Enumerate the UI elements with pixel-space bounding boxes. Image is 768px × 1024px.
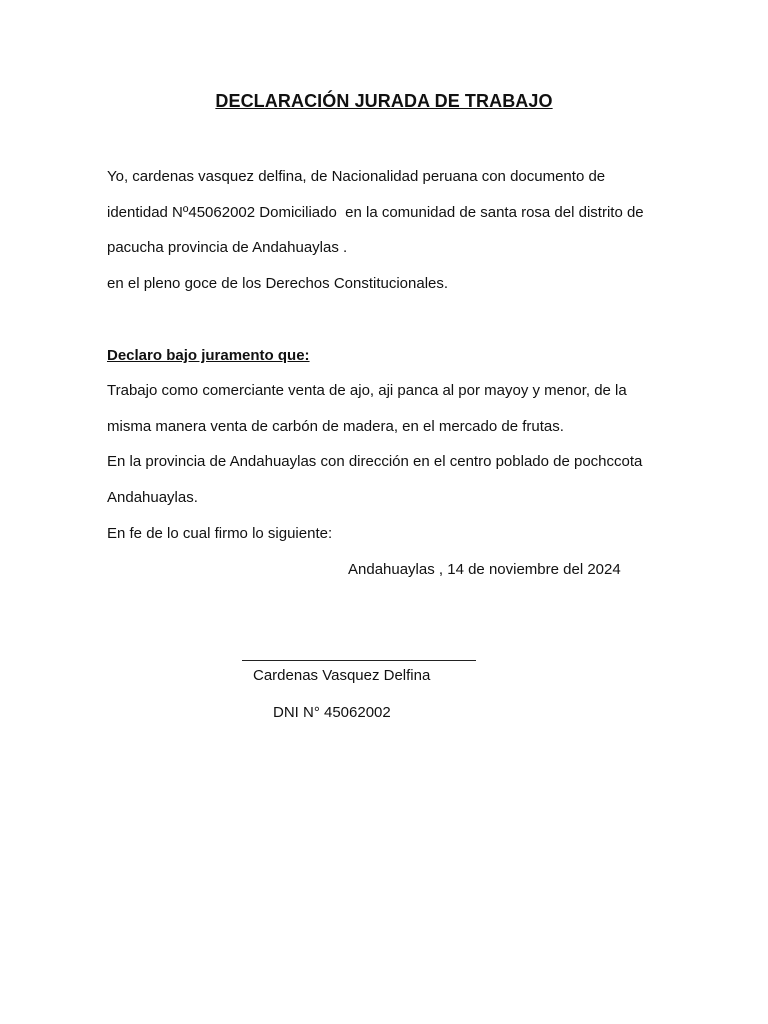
body-line-4: Andahuaylas.: [107, 489, 198, 506]
intro-line-3: pacucha provincia de Andahuaylas .: [107, 239, 348, 256]
intro-line-4: en el pleno goce de los Derechos Constitucionales.: [107, 275, 449, 292]
body-line-5: En fe de lo cual firmo lo siguiente:: [107, 525, 333, 542]
signature-dni: DNI N° 45062002: [273, 704, 391, 721]
body-line-3: En la provincia de Andahuaylas con dirección en el centro poblado de pochccota: [107, 453, 643, 470]
signature-name: Cardenas Vasquez Delfina: [253, 667, 431, 684]
intro-line-2: identidad Nº45062002 Domiciliado en la comunidad de santa rosa del distrito de: [107, 204, 644, 221]
declaration-heading: Declaro bajo juramento que:: [107, 347, 310, 364]
date-line: Andahuaylas , 14 de noviembre del 2024: [348, 561, 621, 578]
signature-line: [242, 660, 476, 661]
body-line-1: Trabajo como comerciante venta de ajo, aji panca al por mayoy y menor, de la: [107, 382, 627, 399]
body-line-2: misma manera venta de carbón de madera, en el mercado de frutas.: [107, 418, 564, 435]
intro-line-1: Yo, cardenas vasquez delfina, de Nacionalidad peruana con documento de: [107, 168, 606, 185]
document-title: DECLARACIÓN JURADA DE TRABAJO: [215, 91, 553, 111]
